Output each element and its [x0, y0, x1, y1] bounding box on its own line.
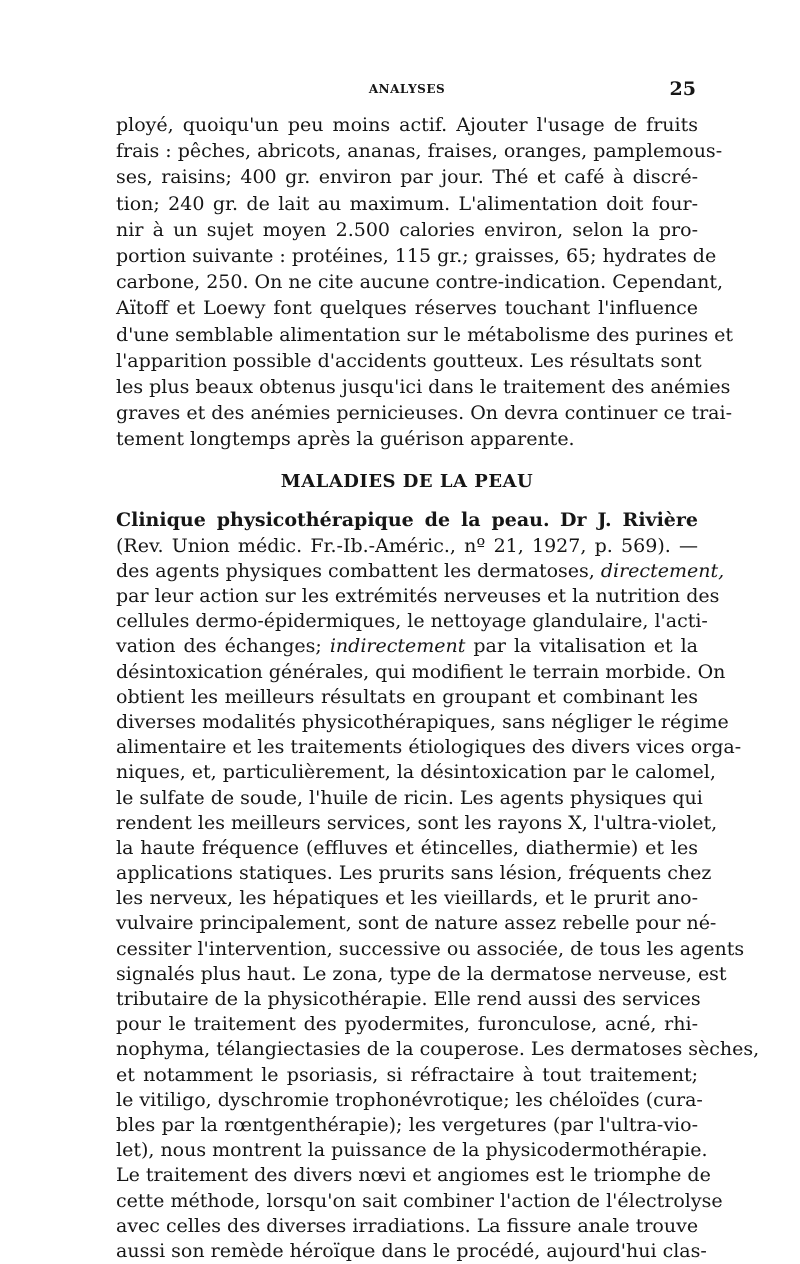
text-line: les nerveux, les hépatiques et les vieillards, et le prurit ano-: [116, 887, 698, 910]
text-line: nophyma, télangiectasies de la couperose. Les dermatoses sèches,: [116, 1038, 760, 1061]
text-line: graves et des anémies pernicieuses. On devra continuer ce trai-: [116, 402, 732, 425]
text-line: diverses modalités physicothérapiques, sans négliger le régime: [116, 710, 729, 733]
text-line: bles par la rœntgenthérapie); les vergetures (par l'ultra-vio-: [116, 1113, 698, 1136]
text-line: désintoxication générales, qui modifient le terrain morbide. On: [116, 660, 726, 683]
section-heading: MALADIES DE LA PEAU: [280, 471, 534, 493]
text-line: le sulfate de soude, l'huile de ricin. Les agents physiques qui: [116, 786, 703, 809]
running-head: [118, 78, 696, 102]
text-line: obtient les meilleurs résultats en groupant et combinant les: [116, 685, 698, 708]
emphasis-indirectly: indirectement: [329, 635, 466, 658]
text-line: let), nous montrent la puissance de la physicodermothérapie.: [116, 1139, 708, 1162]
running-head-section: ANALYSES: [368, 82, 446, 96]
text-line: par leur action sur les extrémités nerveuses et la nutrition des: [116, 585, 720, 607]
text-line: ployé, quoiqu'un peu moins actif. Ajouter l'usage de fruits: [116, 114, 698, 136]
text-line: avec celles des diverses irradiations. La fissure anale trouve: [116, 1214, 699, 1237]
text-run: des agents physiques combattent les dermatoses,: [116, 559, 595, 582]
text-line: cette méthode, lorsqu'on sait combiner l'action de l'électrolyse: [116, 1189, 723, 1212]
text-line: pour le traitement des pyodermites, furonculose, acné, rhi-: [116, 1013, 698, 1036]
text-line: rendent les meilleurs services, sont les rayons X, l'ultra-violet,: [116, 811, 718, 834]
article-reference: (Rev. Union médic. Fr.-Ib.-Améric., nº 21, 1927, p. 569). —: [116, 534, 698, 557]
text-line: tributaire de la physicothérapie. Elle rend aussi des services: [116, 988, 701, 1010]
text-line: et notamment le psoriasis, si réfractaire à tout traitement;: [116, 1063, 698, 1086]
body-text: [116, 112, 760, 1264]
text-run: vation des échanges;: [116, 635, 322, 658]
text-line: applications statiques. Les prurits sans lésion, fréquents chez: [116, 862, 712, 885]
text-line: d'une semblable alimentation sur le métabolisme des purines et: [116, 323, 734, 346]
paragraph-diet: [116, 112, 734, 452]
text-line: tion; 240 gr. de lait au maximum. L'alimentation doit four-: [116, 192, 698, 215]
text-line: tement longtemps après la guérison apparente.: [116, 428, 575, 451]
text-line: vulvaire principalement, sont de nature assez rebelle pour né-: [116, 912, 717, 935]
article-title: Clinique physicothérapique de la peau.: [116, 509, 550, 532]
text-line: les plus beaux obtenus jusqu'ici dans le traitement des anémies: [116, 375, 731, 398]
text-line: [116, 559, 725, 584]
text-line: cessiter l'intervention, successive ou associée, de tous les agents: [116, 937, 745, 960]
text-line: Aïtoff et Loewy font quelques réserves touchant l'influence: [116, 297, 698, 320]
text-run: par la vitalisation et la: [473, 635, 699, 658]
text-line: ses, raisins; 400 gr. environ par jour. Thé et café à discré-: [116, 166, 698, 189]
emphasis-directly: directement,: [600, 559, 725, 582]
text-line: portion suivante : protéines, 115 gr.; graisses, 65; hydrates de: [116, 244, 717, 267]
text-line: cellules dermo-épidermiques, le nettoyage glandulaire, l'acti-: [116, 610, 708, 633]
text-line: carbone, 250. On ne cite aucune contre-indication. Cependant,: [116, 271, 724, 294]
page-number: 25: [669, 78, 696, 100]
text-line: nir à un sujet moyen 2.500 calories environ, selon la pro-: [116, 218, 698, 241]
text-line: Le traitement des divers nœvi et angiomes est le triomphe de: [116, 1164, 711, 1187]
text-line: frais : pêches, abricots, ananas, fraises, oranges, pamplemous-: [116, 140, 723, 163]
text-line: [116, 634, 698, 659]
article-author: Dr J. Rivière: [560, 509, 698, 532]
text-line: le vitiligo, dyschromie trophonévrotique; les chéloïdes (cura-: [116, 1088, 703, 1111]
text-line: l'apparition possible d'accidents goutteux. Les résultats sont: [116, 349, 702, 372]
text-line: aussi son remède héroïque dans le procédé, aujourd'hui clas-: [116, 1239, 707, 1262]
article-header-line: [116, 508, 698, 533]
article-skin-physiotherapy: [116, 508, 760, 1264]
text-line: alimentaire et les traitements étiologiques des divers vices orga-: [116, 736, 742, 759]
text-line: niques, et, particulièrement, la désintoxication par le calomel,: [116, 761, 716, 784]
text-line: la haute fréquence (effluves et étincelles, diathermie) et les: [116, 836, 698, 859]
text-line: signalés plus haut. Le zona, type de la dermatose nerveuse, est: [116, 962, 727, 985]
